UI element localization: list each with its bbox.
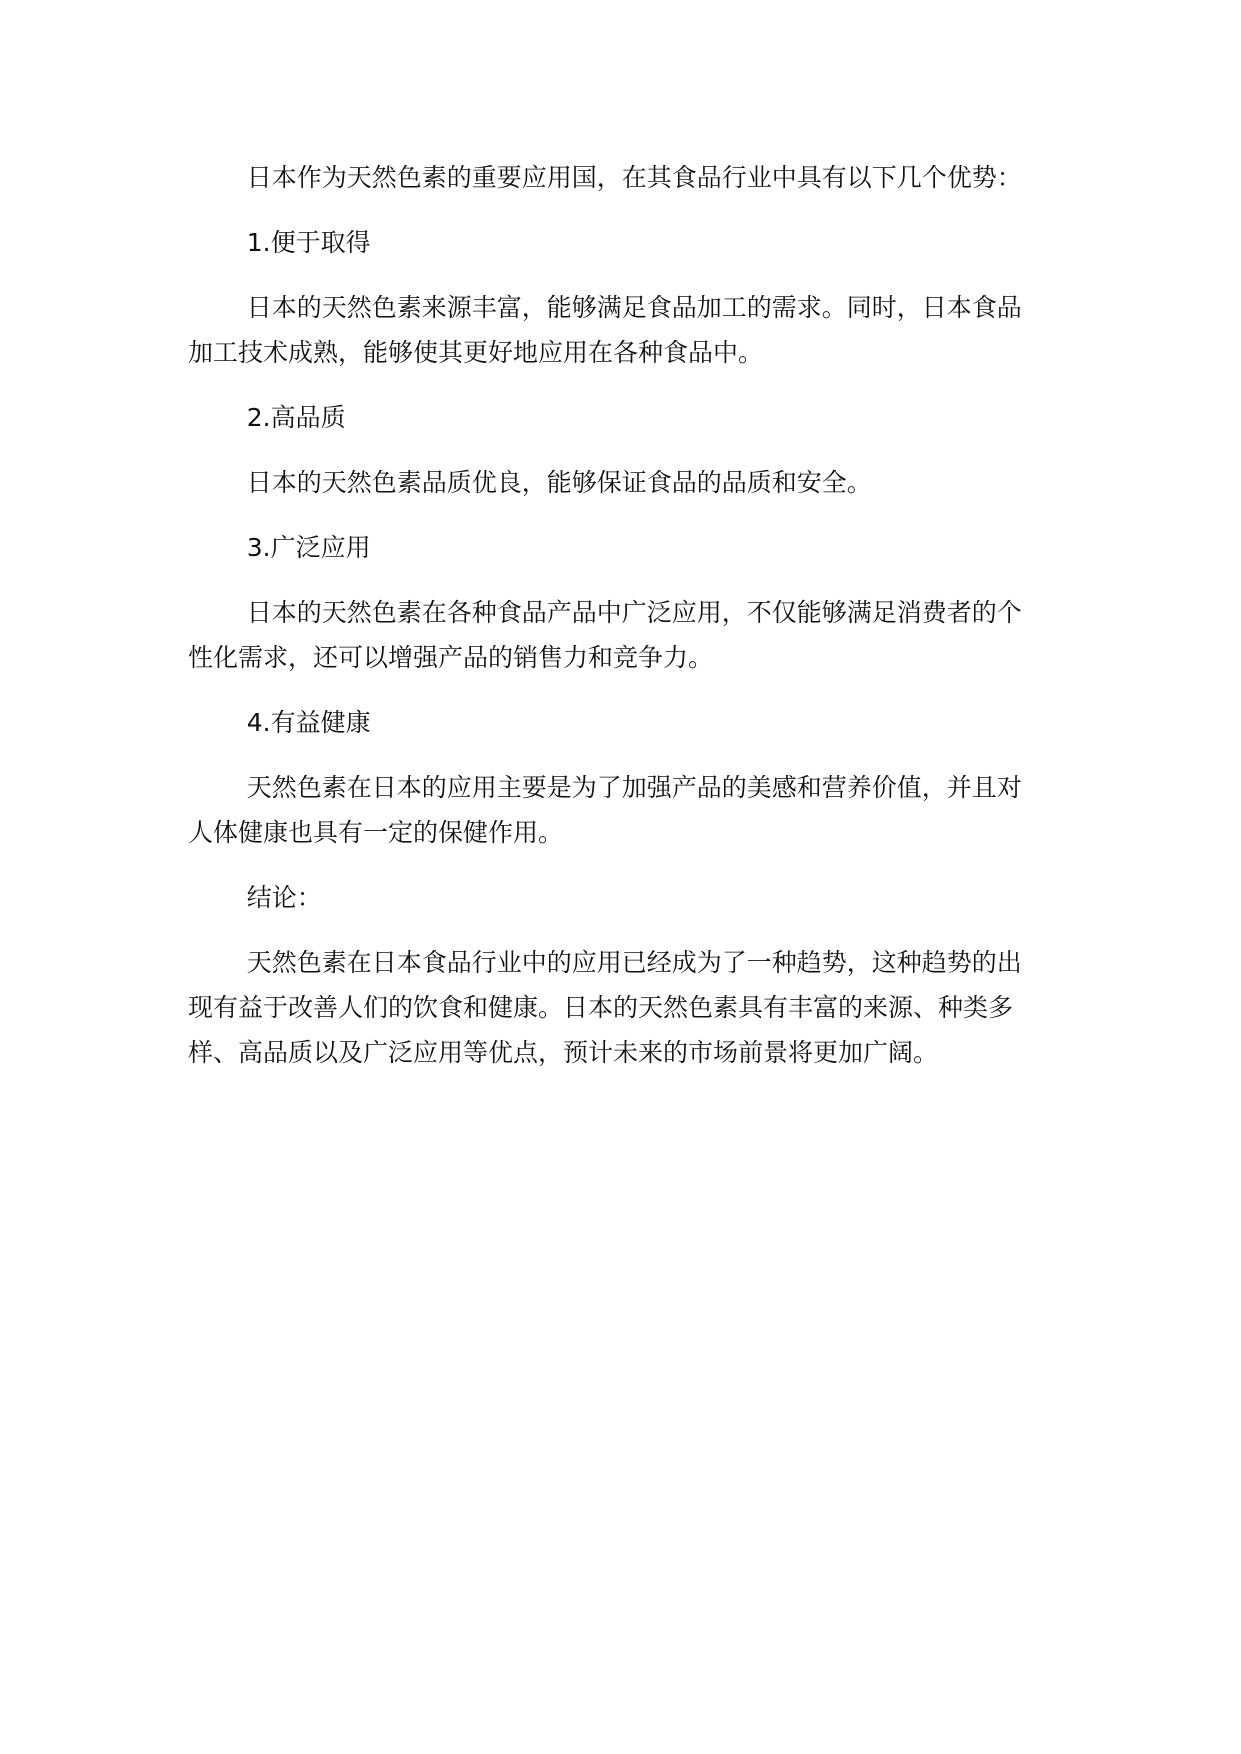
- conclusion-body: 天然色素在日本食品行业中的应用已经成为了一种趋势，这种趋势的出现有益于改善人们的饮食和健康。日本的天然色素具有丰富的来源、种类多样、高品质以及广泛应用等优点，预计未来的市场前景将更加广阔。: [188, 948, 1022, 1067]
- document-body: [188, 155, 1038, 1095]
- conclusion-heading: 结论：: [246, 883, 322, 912]
- section-body-4: 天然色素在日本的应用主要是为了加强产品的美感和营养价值，并且对人体健康也具有一定的保健作用。: [188, 773, 1022, 847]
- section-heading-3: 3.广泛应用: [246, 533, 371, 562]
- section-heading-1: 1.便于取得: [246, 228, 371, 257]
- intro-paragraph: 日本作为天然色素的重要应用国，在其食品行业中具有以下几个优势：: [246, 163, 1022, 192]
- section-body-1: 日本的天然色素来源丰富，能够满足食品加工的需求。同时，日本食品加工技术成熟，能够使其更好地应用在各种食品中。: [188, 293, 1022, 367]
- section-heading-2: 2.高品质: [246, 403, 346, 432]
- section-body-3: 日本的天然色素在各种食品产品中广泛应用，不仅能够满足消费者的个性化需求，还可以增强产品的销售力和竞争力。: [188, 598, 1022, 672]
- section-heading-4: 4.有益健康: [246, 708, 371, 737]
- section-body-2: 日本的天然色素品质优良，能够保证食品的品质和安全。: [246, 468, 872, 497]
